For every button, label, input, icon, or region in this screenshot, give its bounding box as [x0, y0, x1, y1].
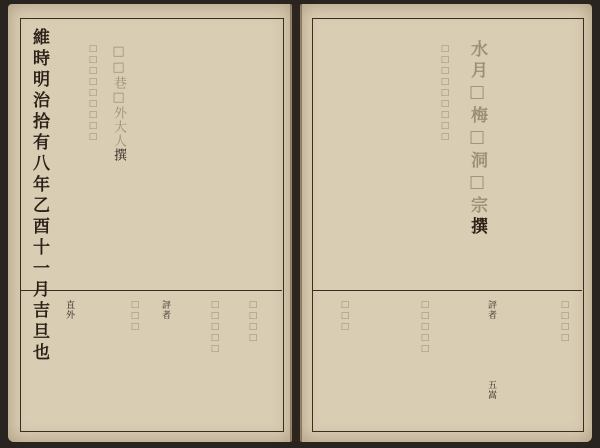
right-credits-divider: [312, 290, 582, 291]
right-credit-2: □□□□□: [420, 300, 430, 355]
left-section-label: 直外: [64, 300, 74, 320]
left-credit-2: □□□□□: [210, 300, 220, 355]
right-poem-body: □□□□□□□□□: [440, 44, 450, 143]
date-line: 維時明治拾有八年乙酉十一月吉旦也: [29, 28, 49, 364]
left-poem-body: □□□□□□□□□: [88, 44, 98, 143]
right-credit-3: □□□: [340, 300, 350, 333]
right-credit-1: □□□□: [560, 300, 570, 344]
left-credit-3: □□□: [130, 300, 140, 333]
left-text-frame: [20, 18, 284, 432]
right-critic-label: 評者: [486, 300, 496, 320]
book-gutter: [290, 4, 302, 442]
left-credits-divider: [20, 290, 282, 291]
left-critic-label: 評者: [160, 300, 170, 320]
left-credit-1: □□□□: [248, 300, 258, 344]
right-poem-title: 水月□梅□洞□宗撰: [467, 40, 487, 238]
left-poem-title: □□巷□外大人撰: [111, 44, 126, 162]
right-section-label: 五嵩: [486, 380, 496, 400]
